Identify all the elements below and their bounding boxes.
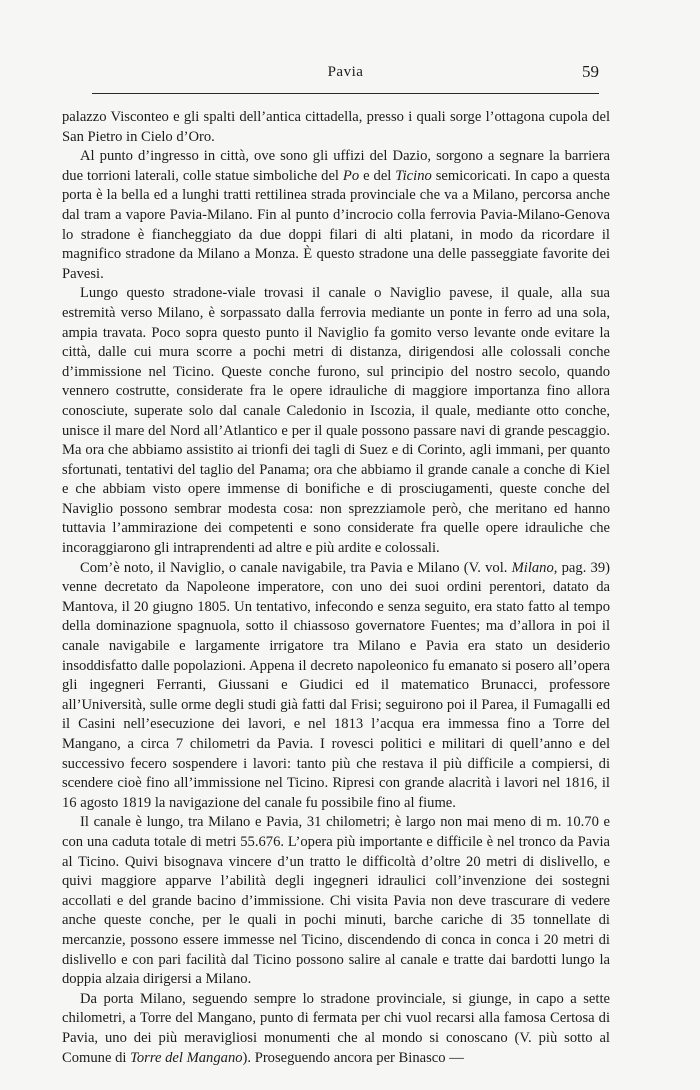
text-run: Com’è noto, il Naviglio, o canale navigabile, tra Pavia e Milano (V. vol. bbox=[80, 559, 512, 576]
text-run: semicoricati. In capo a questa porta è la bella ed a lunghi tratti rettilinea strada provinciale che va a Milano, percorsa anche dal tram a vapore Pavia-Milano. Fin al punto d’incrocio colla ferrovia Pavia-Milano-Genova lo stradone è fiancheggiato da due doppi filari di alti platani, in modo da ricordare il magnifico stradone da Milano a Monza. È questo stradone una delle passeggiate favorite dei Pavesi. bbox=[62, 167, 610, 282]
paragraph-4 bbox=[62, 559, 610, 814]
paragraph-1 bbox=[62, 108, 610, 147]
italic-term: Po bbox=[342, 167, 360, 184]
paragraph-5 bbox=[62, 813, 610, 989]
text-run: pag. 39) venne decretato da Napoleone imperatore, con uno dei suoi ordini perentori, datato da Mantova, il 20 giugno 1805. Un tentativo, infecondo e senza seguito, era stato fatto al tempo della dominazione spagnuola, sotto il chiassoso governatore Fuentes; ma d’allora in poi il canale navigabile e largamente irrigatore tra Milano e Pavia era stato un desiderio insoddisfatto dalle popolazioni. Appena il decreto napoleonico fu emanato si posero all’opera gli ingegneri Ferranti, Giussani e Giudici ed il matematico Brunacci, professore all’Università, sulle orme degli studi già fatti dal Frisi; seguirono poi il Parea, il Fumagalli ed il Casini nell’esecuzione dei lavori, e nel 1813 l’acqua era immessa fino a Torre del Mangano, a circa 7 chilometri da Pavia. I rovesci politici e militari di quell’anno e del successivo fecero sospendere i lavori: tanto più che restava il più difficile a compiersi, di scendere cioè fino all’immissione nel Ticino. Ripresi con grande alacrità i lavori nel 1816, il 16 agosto 1819 la navigazione del canale fu possibile fino al fiume. bbox=[62, 559, 610, 811]
text-run: Da porta Milano, seguendo sempre lo stradone provinciale, si giunge, in capo a sette chilometri, a Torre del Mangano, punto di fermata per chi vuol recarsi alla famosa Certosa di Pavia, uno dei più meravigliosi monumenti che al mondo si conoscano (V. più sotto al Comune di bbox=[62, 990, 610, 1066]
italic-term: Torre del Mangano bbox=[130, 1049, 243, 1066]
text-run: e del bbox=[359, 167, 396, 184]
text-run: ). Proseguendo ancora per Binasco — bbox=[242, 1049, 464, 1066]
italic-term: Ticino bbox=[395, 167, 432, 184]
paragraph-3 bbox=[62, 284, 610, 558]
running-title: Pavia bbox=[327, 64, 364, 80]
italic-term: Milano, bbox=[511, 559, 558, 576]
page-number: 59 bbox=[582, 62, 599, 81]
header-rule bbox=[92, 93, 599, 94]
text-run: Lungo questo stradone-viale trovasi il canale o Naviglio pavese, il quale, alla sua estremità verso Milano, è sorpassato dalla ferrovia mediante un ponte in ferro ad una sola, ampia travata. Poco sopra questo punto il Naviglio fa gomito verso levante onde evitare la città, dalle cui mura scorre a pochi metri di distanza, dirigendosi alle colossali conche d’immissione nel Ticino. Queste conche furono, sul principio del nostro secolo, quando vennero costrutte, considerate fra le opere idrauliche di maggiore importanza fino allora conosciute, superate solo dal canale Caledonio in Iscozia, il quale, mediante otto conche, unisce il mare del Nord all’Atlantico e per il quale possono passare navi di grande pescaggio. Ma ora che abbiamo assistito ai trionfi dei tagli di Suez e di Corinto, agli immani, per quanto sfortunati, tentativi del taglio del Panama; ora che abbiamo il grande canale a conche di Kiel e che abbiam visto opere immense di bonifiche e di prosciugamenti, queste conche del Naviglio possono sembrar modesta cosa: non sprezziamole però, che meritano ed hanno tuttavia l’ammirazione dei competenti e sono considerate fra quelle opere idrauliche che incoraggiarono gli intraprendenti ad altre e più ardite e colossali. bbox=[62, 285, 610, 557]
text-run: Il canale è lungo, tra Milano e Pavia, 31 chilometri; è largo non mai meno di m. 10.70 e con una caduta totale di metri 55.676. L’opera più importante e difficile è nel tronco da Pavia al Ticino. Quivi bisognava vincere d’un tratto le difficoltà d’oltre 20 metri di dislivello, e quivi maggiore apparve l’abilità degli ingegneri idraulici coll’invenzione dei sostegni accollati e del grande bacino d’immissione. Chi visita Pavia non deve trascurare di vedere anche queste conche, per le quali in pochi minuti, barche cariche di 35 tonnellate di mercanzie, possono essere immesse nel Ticino, discendendo di conca in conca i 20 metri di dislivello e con pari facilità dal Ticino possono salire al canale e tratte dai bardotti lungo la doppia alzaia dirigersi a Milano. bbox=[62, 814, 610, 988]
paragraph-2 bbox=[62, 147, 610, 284]
body-text bbox=[62, 108, 610, 1068]
text-run: Al punto d’ingresso in città, ove sono gli uffizi del Dazio, sorgono a segnare la barriera due torrioni laterali, colle statue simboliche del bbox=[62, 148, 610, 184]
running-head bbox=[92, 62, 599, 86]
paragraph-6 bbox=[62, 990, 610, 1068]
text-run: palazzo Visconteo e gli spalti dell’antica cittadella, presso i quali sorge l’ottagona cupola del San Pietro in Cielo d’Oro. bbox=[62, 109, 610, 145]
